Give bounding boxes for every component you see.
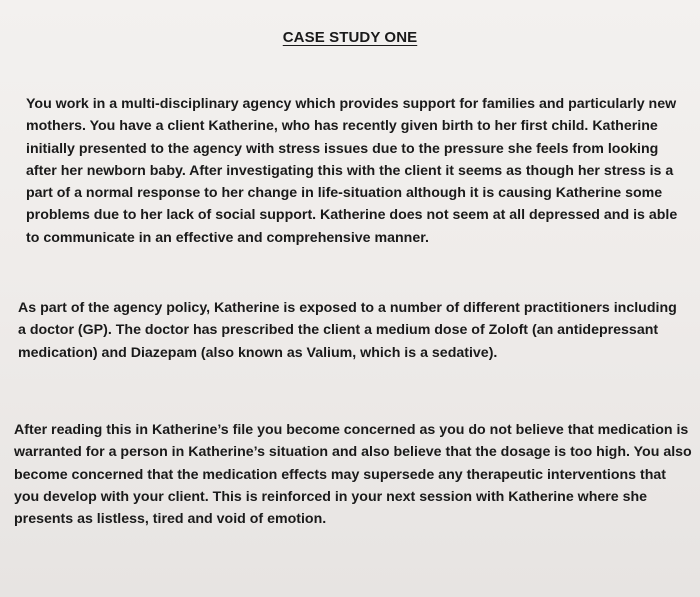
paragraph-1: You work in a multi-disciplinary agency which provides support for families and particularly new mothers. You have a client Katherine, who has recently given birth to her first child. Katherine initially presented to the agency with stress issues due to the pressure she feels from looking after her newborn baby. After investigating this with the client it seems as though her stress is a part of a normal response to her change in life-situation although it is causing Katherine some problems due to her lack of social support. Katherine does not seem at all depressed and is able to communicate in an effective and comprehensive manner. <box>26 96 678 246</box>
paragraph-3: After reading this in Katherine’s file you become concerned as you do not believe that medication is warranted for a person in Katherine’s situation and also believe that the dosage is too high. You also become concerned that the medication effects may supersede any therapeutic interventions that you develop with your client. This is reinforced in your next session with Katherine where she presents as listless, tired and void of emotion. <box>14 422 692 528</box>
paragraph-2: As part of the agency policy, Katherine is exposed to a number of different practitioners including a doctor (GP). The doctor has prescribed the client a medium dose of Zoloft (an antidepressant medication) and Diazepam (also known as Valium, which is a sedative). <box>18 300 677 361</box>
document-title: CASE STUDY ONE <box>282 29 418 46</box>
